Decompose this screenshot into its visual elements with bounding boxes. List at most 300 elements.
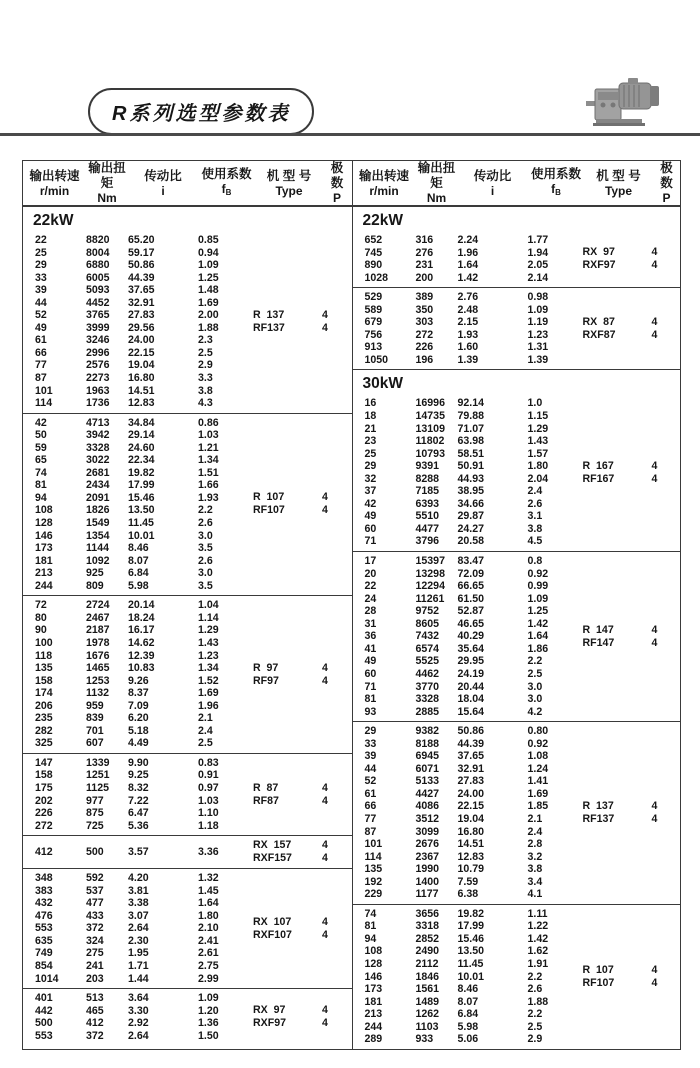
cell-service-factor: 2.2: [527, 655, 543, 668]
cell-poles: 4: [651, 636, 658, 649]
cell-ratio: 6.47: [128, 807, 149, 820]
cell-speed: 101: [35, 384, 53, 397]
cell-torque: 226: [415, 341, 434, 354]
model-type-block: [253, 916, 351, 942]
table-row: [23, 637, 253, 650]
cell-speed: 128: [35, 517, 53, 530]
table-row: [353, 410, 583, 423]
cell-ratio: 15.46: [457, 932, 485, 945]
cell-speed: 1028: [364, 271, 389, 284]
model-type-row: [583, 246, 681, 259]
cell-speed: 52: [35, 309, 47, 322]
table-row: [353, 693, 583, 706]
cell-speed: 94: [364, 932, 377, 945]
cell-ratio: 6.84: [457, 1008, 479, 1021]
cell-poles: 4: [322, 852, 328, 865]
cell-ratio: 22.15: [128, 346, 155, 359]
model-type-row: [583, 964, 681, 977]
cell-speed: 476: [35, 909, 53, 922]
cell-torque: 4427: [415, 787, 440, 800]
cell-ratio: 20.58: [457, 535, 485, 548]
gearmotor-photo: [584, 74, 672, 130]
table-row: [353, 983, 583, 996]
cell-speed: 756: [364, 328, 383, 341]
cell-model-type: RX 97: [253, 1004, 286, 1017]
cell-speed: 100: [35, 636, 53, 649]
cell-service-factor: 1.80: [527, 460, 549, 473]
cell-ratio: 1.93: [457, 328, 479, 341]
table-row: [353, 971, 583, 984]
cell-ratio: 52.87: [457, 605, 485, 618]
cell-model-type: RXF97: [582, 259, 616, 272]
cell-service-factor: 3.0: [527, 693, 543, 706]
cell-torque: 1489: [415, 995, 440, 1008]
cell-ratio: 58.51: [457, 447, 485, 460]
model-group: [23, 595, 352, 753]
model-type-row: [253, 929, 351, 942]
cell-torque: 8188: [415, 737, 440, 750]
cell-speed: 74: [364, 907, 377, 920]
cell-service-factor: 4.2: [527, 705, 543, 718]
cell-speed: 114: [364, 850, 382, 863]
cell-service-factor: 1.24: [527, 762, 549, 775]
data-rows: [353, 908, 583, 1046]
cell-ratio: 14.51: [457, 838, 485, 851]
cell-service-factor: 1.04: [198, 599, 219, 612]
cell-torque: 1339: [86, 756, 110, 769]
cell-torque: 2273: [86, 372, 110, 385]
data-rows: [353, 234, 583, 284]
data-rows: [23, 599, 253, 750]
cell-model-type: RX 107: [253, 915, 292, 928]
cell-torque: 16996: [415, 397, 445, 410]
cell-service-factor: 1.23: [198, 649, 219, 662]
cell-ratio: 46.65: [457, 617, 485, 630]
cell-service-factor: 3.8: [527, 522, 543, 535]
cell-ratio: 59.17: [128, 246, 155, 259]
table-row: [353, 750, 583, 763]
table-row: [353, 460, 583, 473]
table-column-right: [352, 161, 681, 1049]
cell-ratio: 92.14: [457, 397, 485, 410]
cell-service-factor: 1.09: [198, 992, 219, 1005]
cell-ratio: 32.91: [457, 762, 485, 775]
cell-ratio: 13.50: [128, 504, 155, 517]
cell-service-factor: 0.86: [198, 416, 219, 429]
model-type-block: [253, 1004, 351, 1030]
cell-ratio: 1.95: [128, 947, 149, 960]
table-row: [353, 535, 583, 548]
header-poles: 极 数 P: [330, 161, 344, 205]
cell-torque: 2467: [86, 611, 110, 624]
cell-service-factor: 2.61: [198, 947, 219, 960]
cell-service-factor: 1.69: [198, 296, 219, 309]
cell-torque: 1354: [86, 529, 110, 542]
cell-speed: 128: [364, 957, 383, 970]
cell-service-factor: 3.8: [198, 384, 213, 397]
cell-service-factor: 0.97: [198, 781, 219, 794]
table-row: [353, 668, 583, 681]
table-row: [353, 397, 583, 410]
table-row: [353, 908, 583, 921]
table-row: [353, 630, 583, 643]
cell-ratio: 34.84: [128, 416, 155, 429]
cell-ratio: 2.92: [128, 1017, 149, 1030]
cell-torque: 231: [415, 259, 434, 272]
table-row: [353, 423, 583, 436]
cell-service-factor: 3.4: [527, 875, 543, 888]
cell-service-factor: 2.8: [527, 838, 543, 851]
model-type-block: [253, 782, 351, 808]
cell-speed: 44: [35, 296, 47, 309]
data-rows: [353, 555, 583, 718]
cell-service-factor: 0.98: [527, 291, 549, 304]
cell-model-type: R 137: [253, 308, 285, 321]
cell-torque: 1736: [86, 397, 110, 410]
cell-speed: 93: [364, 705, 377, 718]
table-row: [353, 706, 583, 719]
table-row: [23, 612, 253, 625]
cell-ratio: 10.01: [457, 970, 485, 983]
model-type-row: [253, 309, 351, 322]
cell-service-factor: 1.88: [198, 321, 219, 334]
table-row: [23, 712, 253, 725]
cell-speed: 36: [364, 630, 377, 643]
cell-speed: 589: [364, 303, 383, 316]
cell-torque: 875: [86, 807, 104, 820]
table-row: [353, 996, 583, 1009]
cell-speed: 61: [364, 787, 377, 800]
model-group: [23, 413, 352, 596]
cell-speed: 87: [35, 372, 47, 385]
cell-torque: 2996: [86, 346, 110, 359]
cell-service-factor: 2.4: [527, 825, 543, 838]
table-row: [23, 820, 253, 833]
cell-torque: 4452: [86, 296, 110, 309]
cell-ratio: 32.91: [128, 296, 155, 309]
cell-ratio: 5.36: [128, 819, 149, 832]
cell-speed: 282: [35, 724, 53, 737]
table-row: [353, 655, 583, 668]
cell-speed: 71: [364, 535, 377, 548]
cell-service-factor: 3.1: [527, 510, 543, 523]
cell-torque: 809: [86, 579, 104, 592]
table-row: [353, 1021, 583, 1034]
table-row: [23, 247, 253, 260]
model-type-row: [583, 316, 681, 329]
cell-service-factor: 1.29: [527, 422, 549, 435]
cell-speed: 50: [35, 429, 47, 442]
cell-model-type: R 147: [582, 623, 614, 636]
table-row: [353, 329, 583, 342]
cell-service-factor: 3.0: [527, 680, 543, 693]
table-row: [23, 675, 253, 688]
table-row: [353, 435, 583, 448]
cell-torque: 977: [86, 794, 104, 807]
table-row: [23, 650, 253, 663]
table-row: [23, 397, 253, 410]
cell-speed: 81: [364, 693, 377, 706]
cell-speed: 81: [35, 479, 47, 492]
model-type-row: [583, 259, 681, 272]
cell-ratio: 35.64: [457, 642, 485, 655]
cell-speed: 61: [35, 334, 47, 347]
model-group: [23, 231, 352, 413]
cell-speed: 29: [35, 259, 47, 272]
table-row: [23, 1017, 253, 1030]
table-row: [353, 341, 583, 354]
table-row: [23, 782, 253, 795]
cell-ratio: 1.64: [457, 259, 479, 272]
cell-ratio: 5.06: [457, 1033, 479, 1046]
page-title: R系列选型参数表: [88, 88, 314, 135]
cell-service-factor: 2.3: [198, 334, 213, 347]
cell-torque: 3656: [415, 907, 440, 920]
cell-service-factor: 2.6: [527, 983, 543, 996]
cell-ratio: 9.90: [128, 756, 149, 769]
cell-ratio: 12.83: [457, 850, 485, 863]
cell-torque: 2576: [86, 359, 110, 372]
header-service-factor: 使用系数 $f_B$: [201, 167, 252, 197]
cell-service-factor: 3.5: [198, 542, 213, 555]
table-row: [353, 813, 583, 826]
cell-torque: 1092: [86, 554, 110, 567]
model-type-row: [253, 916, 351, 929]
table-row: [353, 272, 583, 285]
cell-model-type: R 97: [253, 661, 279, 674]
cell-torque: 9391: [415, 460, 440, 473]
header-output-speed: 输出转速 r/min: [358, 168, 409, 198]
model-group: [23, 868, 352, 988]
cell-model-type: R 167: [582, 459, 614, 472]
cell-ratio: 44.39: [457, 737, 485, 750]
cell-ratio: 3.64: [128, 992, 149, 1005]
cell-torque: 10793: [415, 447, 445, 460]
table-row: [353, 788, 583, 801]
cell-service-factor: 1.34: [198, 454, 219, 467]
model-type-row: [253, 839, 351, 852]
cell-ratio: 3.30: [128, 1004, 149, 1017]
cell-torque: 500: [86, 845, 104, 858]
cell-speed: 213: [364, 1008, 383, 1021]
cell-speed: 49: [364, 510, 377, 523]
cell-service-factor: 1.57: [527, 447, 549, 460]
table-row: [23, 322, 253, 335]
cell-service-factor: 2.6: [198, 554, 213, 567]
cell-service-factor: 2.41: [198, 934, 219, 947]
header-poles: 极 数 P: [660, 161, 673, 205]
cell-torque: 1978: [86, 636, 110, 649]
cell-poles: 4: [651, 963, 658, 976]
cell-torque: 2434: [86, 479, 110, 492]
table-body-left: [23, 207, 352, 1049]
cell-speed: 42: [364, 497, 377, 510]
cell-service-factor: 1.42: [527, 617, 549, 630]
cell-speed: 42: [35, 416, 47, 429]
cell-poles: 4: [651, 623, 658, 636]
cell-ratio: 50.91: [457, 460, 485, 473]
cell-torque: 607: [86, 737, 104, 750]
cell-speed: 749: [35, 947, 53, 960]
cell-ratio: 5.98: [128, 579, 149, 592]
model-group: [23, 988, 352, 1045]
cell-torque: 203: [86, 972, 104, 985]
cell-ratio: 11.45: [128, 517, 154, 530]
cell-speed: 49: [364, 655, 377, 668]
cell-speed: 20: [364, 567, 377, 580]
table-row: [353, 523, 583, 536]
cell-service-factor: 1.94: [527, 246, 549, 259]
table-row: [353, 888, 583, 901]
table-row: [23, 297, 253, 310]
table-row: [353, 945, 583, 958]
cell-ratio: 79.88: [457, 410, 485, 423]
cell-ratio: 71.07: [457, 422, 485, 435]
cell-ratio: 24.00: [457, 787, 485, 800]
cell-speed: 87: [364, 825, 377, 838]
table-row: [353, 763, 583, 776]
cell-torque: 6005: [86, 271, 110, 284]
cell-torque: 4477: [415, 522, 440, 535]
cell-speed: 60: [364, 522, 377, 535]
cell-speed: 529: [364, 291, 383, 304]
data-rows: [23, 872, 253, 985]
table-row: [23, 372, 253, 385]
cell-poles: 4: [322, 321, 328, 334]
table-row: [353, 593, 583, 606]
cell-service-factor: 1.41: [527, 775, 549, 788]
table-row: [23, 442, 253, 455]
cell-speed: 66: [35, 346, 47, 359]
table-row: [23, 960, 253, 973]
cell-poles: 4: [651, 472, 658, 485]
cell-speed: 206: [35, 699, 53, 712]
cell-ratio: 29.95: [457, 655, 485, 668]
cell-speed: 101: [364, 838, 383, 851]
cell-ratio: 10.01: [128, 529, 155, 542]
cell-torque: 14735: [415, 410, 445, 423]
cell-service-factor: 1.66: [198, 479, 219, 492]
cell-speed: 72: [35, 599, 47, 612]
cell-ratio: 40.29: [457, 630, 485, 643]
cell-speed: 1014: [35, 972, 59, 985]
cell-service-factor: 1.15: [527, 410, 549, 423]
cell-speed: 114: [35, 397, 53, 410]
cell-ratio: 6.38: [457, 888, 479, 901]
cell-ratio: 8.46: [457, 983, 479, 996]
cell-ratio: 1.71: [128, 959, 149, 972]
cell-service-factor: 1.10: [198, 807, 219, 820]
cell-ratio: 2.76: [457, 291, 479, 304]
cell-service-factor: 1.03: [198, 429, 219, 442]
table-row: [353, 863, 583, 876]
table-row: [353, 304, 583, 317]
cell-speed: 401: [35, 992, 53, 1005]
model-type-row: [253, 675, 351, 688]
cell-service-factor: 2.10: [198, 922, 219, 935]
cell-ratio: 15.46: [128, 491, 155, 504]
cell-ratio: 1.39: [457, 353, 479, 366]
cell-service-factor: 1.34: [198, 662, 219, 675]
cell-service-factor: 2.99: [198, 972, 219, 985]
cell-torque: 3999: [86, 321, 110, 334]
cell-service-factor: 1.21: [198, 441, 219, 454]
cell-torque: 433: [86, 909, 104, 922]
table-row: [23, 1030, 253, 1043]
cell-ratio: 8.46: [128, 542, 149, 555]
cell-torque: 3512: [415, 812, 440, 825]
cell-poles: 4: [651, 246, 658, 259]
cell-service-factor: 1.62: [527, 945, 549, 958]
header-output-torque: 输出扭矩 Nm: [88, 161, 126, 205]
cell-poles: 4: [322, 1004, 328, 1017]
cell-torque: 11261: [415, 592, 445, 605]
cell-speed: 33: [35, 271, 47, 284]
cell-torque: 1177: [415, 888, 439, 901]
table-row: [353, 291, 583, 304]
power-rating-heading: 22kW: [362, 212, 403, 229]
table-row: [23, 935, 253, 948]
cell-speed: 135: [35, 662, 53, 675]
table-row: [353, 933, 583, 946]
model-type-block: [253, 662, 351, 688]
cell-ratio: 24.00: [128, 334, 155, 347]
cell-speed: 235: [35, 712, 53, 725]
cell-speed: 181: [364, 995, 383, 1008]
cell-torque: 839: [86, 712, 104, 725]
cell-ratio: 1.44: [128, 972, 149, 985]
header-ratio: 传动比 i: [144, 168, 182, 198]
cell-service-factor: 3.36: [198, 845, 219, 858]
cell-speed: 412: [35, 845, 53, 858]
cell-speed: 202: [35, 794, 53, 807]
cell-service-factor: 1.96: [198, 699, 219, 712]
table-row: [23, 910, 253, 923]
cell-speed: 22: [35, 234, 47, 246]
cell-service-factor: 0.99: [527, 580, 549, 593]
cell-ratio: 6.20: [128, 712, 149, 725]
cell-speed: 679: [364, 316, 383, 329]
cell-torque: 1251: [86, 769, 110, 782]
cell-speed: 94: [35, 491, 47, 504]
table-row: [23, 567, 253, 580]
cell-service-factor: 2.9: [198, 359, 213, 372]
cell-torque: 477: [86, 897, 104, 910]
cell-torque: 6945: [415, 750, 440, 763]
column-headers: [23, 161, 352, 207]
cell-torque: 6880: [86, 259, 110, 272]
header-output-speed: 输出转速 r/min: [29, 168, 80, 198]
cell-speed: 244: [35, 579, 53, 592]
cell-poles: 4: [322, 794, 328, 807]
cell-service-factor: 3.0: [198, 529, 213, 542]
cell-torque: 3022: [86, 454, 110, 467]
table-row: [23, 992, 253, 1005]
cell-service-factor: 1.52: [198, 674, 219, 687]
cell-ratio: 22.15: [457, 800, 485, 813]
cell-poles: 4: [322, 491, 328, 504]
cell-ratio: 27.83: [128, 309, 155, 322]
table-row: [23, 885, 253, 898]
cell-poles: 4: [651, 812, 658, 825]
cell-speed: 18: [364, 410, 377, 423]
cell-speed: 23: [364, 435, 377, 448]
cell-torque: 4462: [415, 667, 440, 680]
cell-torque: 11802: [415, 435, 445, 448]
cell-torque: 372: [86, 1029, 104, 1042]
model-type-row: [253, 782, 351, 795]
model-type-row: [583, 637, 681, 650]
